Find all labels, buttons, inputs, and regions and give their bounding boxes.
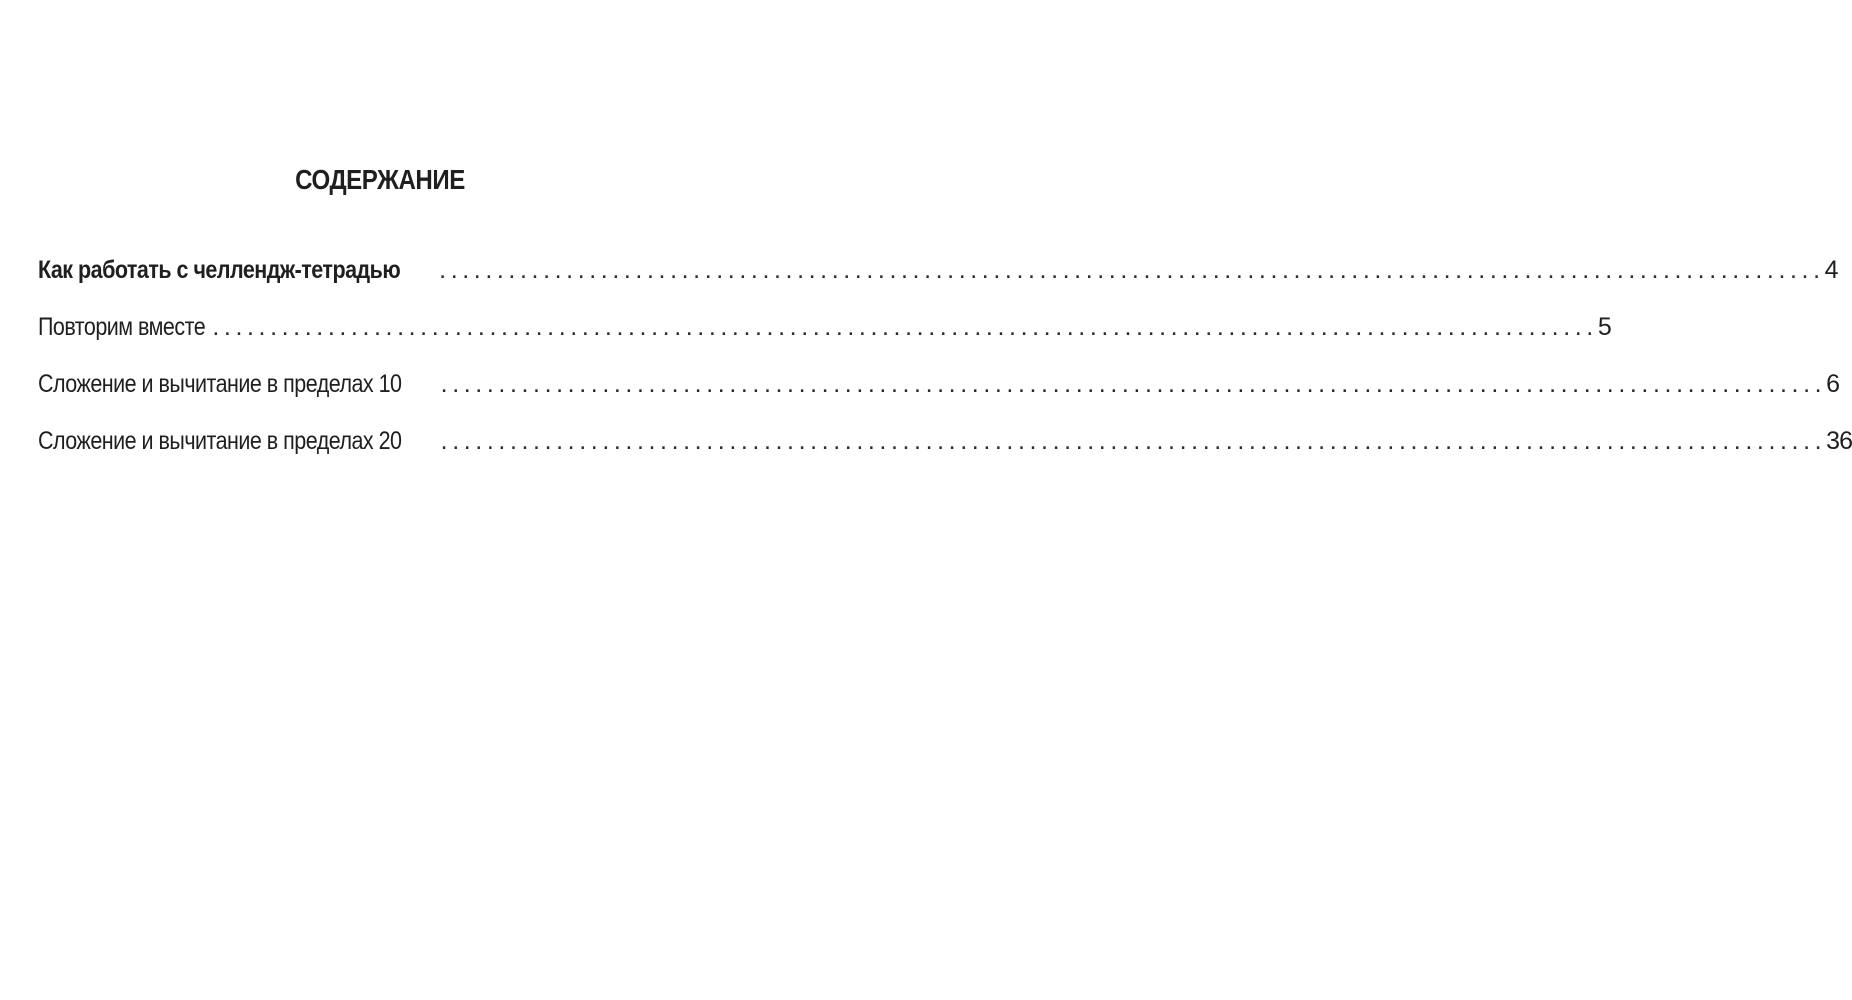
table-of-contents — [38, 248, 1852, 476]
toc-entry-label: Сложение и вычитание в пределах 10 — [38, 370, 402, 398]
toc-entry-page: 4 — [1824, 256, 1838, 284]
toc-dot-leader: ........................................................................................................................ — [440, 370, 1827, 398]
toc-title: СОДЕРЖАНИЕ — [295, 164, 465, 195]
toc-entry-label: Как работать с челлендж-тетрадью — [38, 256, 401, 284]
toc-entry — [38, 248, 1838, 305]
toc-entry-page: 6 — [1826, 370, 1840, 398]
toc-entry — [38, 419, 1852, 476]
toc-dot-leader: ........................................................................................................................ — [212, 313, 1598, 341]
toc-entry-label: Сложение и вычитание в пределах 20 — [38, 427, 402, 455]
toc-dot-leader: ........................................................................................................................ — [439, 256, 1825, 284]
toc-dot-leader: ........................................................................................................................ — [440, 427, 1827, 455]
toc-entry-page: 36 — [1826, 427, 1852, 455]
toc-entry-page: 5 — [1597, 313, 1611, 341]
toc-entry-label: Повторим вместе — [38, 313, 206, 341]
toc-entry — [38, 305, 1611, 362]
toc-entry — [38, 362, 1840, 419]
